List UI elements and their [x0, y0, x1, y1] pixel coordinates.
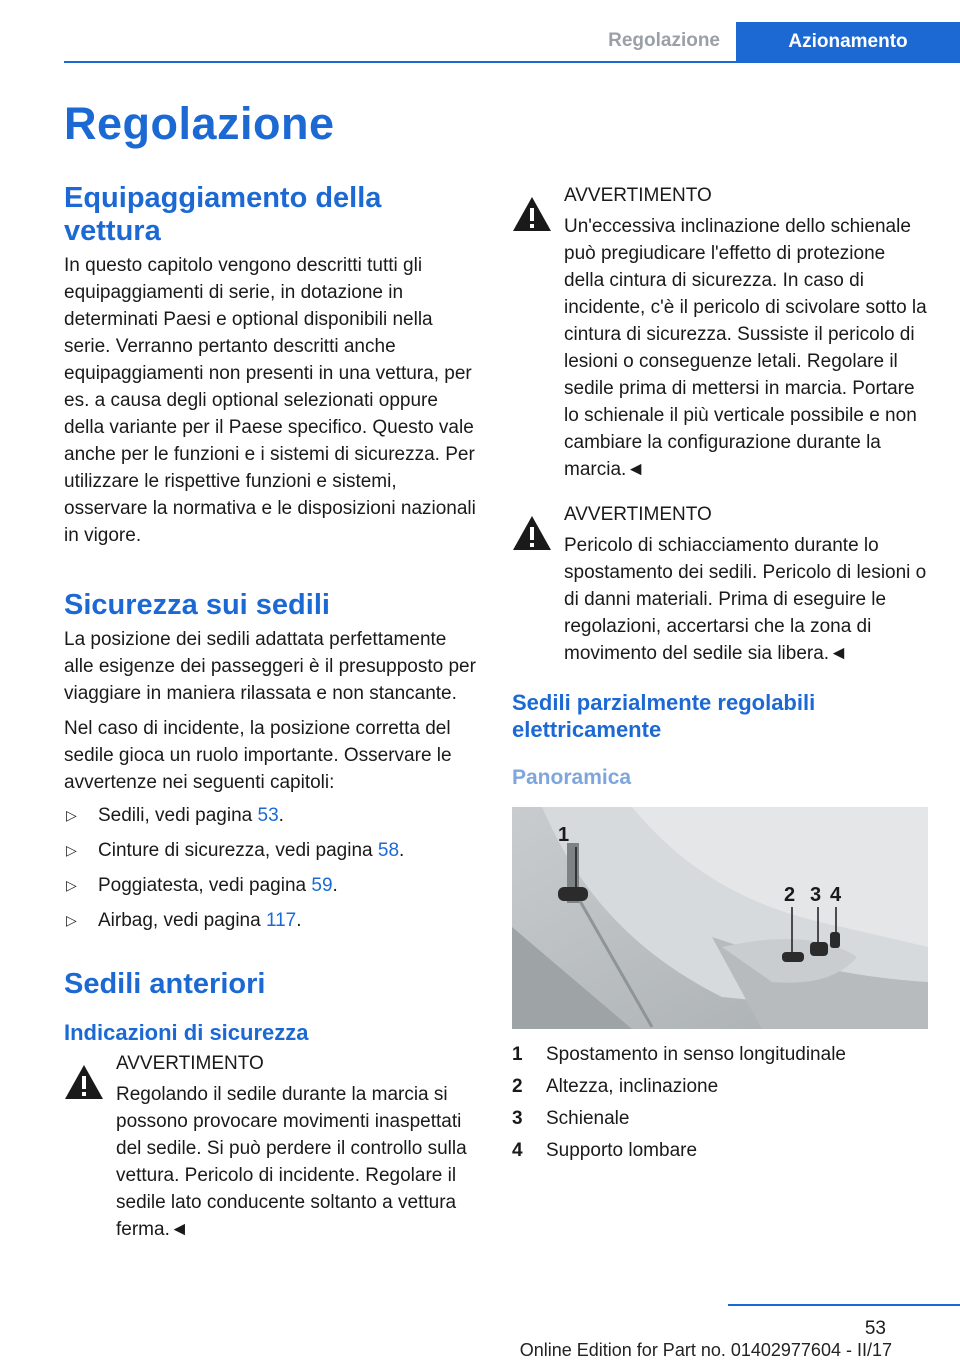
chapter-reference-list: [64, 802, 480, 934]
warning-triangle-icon: [64, 1064, 104, 1100]
seat-controls-photo: [512, 807, 928, 1029]
photo-legend: [512, 1039, 928, 1167]
front-seats-heading: Sedili anteriori: [64, 968, 266, 1000]
page-link[interactable]: 58: [377, 840, 400, 861]
photo-label: 3: [810, 884, 822, 906]
warning-block: [64, 1050, 480, 1243]
list-item: ▷ Airbag, vedi pagina 117.: [64, 907, 480, 934]
page-link[interactable]: 53: [257, 805, 279, 826]
list-item: ▷ Poggiatesta, vedi pagina 59.: [64, 872, 480, 899]
edition-note: Online Edition for Part no. 01402977604 - II/17: [519, 1340, 892, 1360]
warning-triangle-icon: [512, 196, 552, 232]
equipment-heading: Equipaggiamento della vettura: [64, 182, 382, 247]
list-item: 2 Altezza, inclinazione: [512, 1076, 719, 1097]
header-rule: [64, 61, 960, 63]
warning-text: Regolando il sedile durante la marcia si possono provocare movimenti inaspettati del sedile. Si può perdere il controllo sulla vettura. Pericolo di incidente. Regolare il sedile lato conducente soltanto a vettura ferma.◄: [116, 1084, 467, 1240]
warning-block: [512, 501, 928, 667]
page-link[interactable]: 59: [311, 875, 333, 896]
seat-safety-text-2: Nel caso di incidente, la posizione corretta del sedile gioca un ruolo importante. Osservare le avvertenze nei seguenti capitoli:: [64, 718, 452, 793]
seat-safety-heading: Sicurezza sui sedili: [64, 589, 330, 621]
warning-text: Pericolo di schiacciamento durante lo spostamento dei sedili. Pericolo di lesioni o di danni materiali. Prima di eseguire le regolazioni, accertarsi che la zona di movimento del sedile sia libera.◄: [564, 535, 927, 664]
chapter-tab[interactable]: Azionamento: [736, 22, 960, 62]
warning-title: AVVERTIMENTO: [564, 504, 712, 525]
list-item: 4 Supporto lombare: [512, 1140, 698, 1161]
section-tab[interactable]: Regolazione: [608, 30, 720, 51]
list-item: ▷ Cinture di sicurezza, vedi pagina 58.: [64, 837, 480, 864]
warning-title: AVVERTIMENTO: [116, 1053, 264, 1074]
warning-text: Un'eccessiva inclinazione dello schienale può pregiudicare l'effetto di protezione della cintura di sicurezza. In caso di incidente, c'è il pericolo di scivolare sotto la cintura di sicurezza. Sussiste il pericolo di lesioni o conseguenze letali. Regolare il sedile prima di mettersi in marcia. Portare lo schienale il più verticale possibile e non cambiare la configurazione durante la marcia.◄: [564, 216, 927, 480]
list-item: 1 Spostamento in senso longitudinale: [512, 1044, 846, 1065]
left-column: [64, 182, 480, 1243]
bullet-arrow-icon: ▷: [66, 807, 77, 823]
list-item: ▷ Sedili, vedi pagina 53.: [64, 802, 480, 829]
right-column: [512, 182, 928, 1167]
warning-block: [512, 182, 928, 483]
safety-notes-heading: Indicazioni di sicurezza: [64, 1020, 309, 1045]
overview-heading: Panoramica: [512, 766, 632, 789]
bullet-arrow-icon: ▷: [66, 877, 77, 893]
page-link[interactable]: 117: [265, 910, 297, 931]
list-item: 3 Schienale: [512, 1108, 630, 1129]
page-number: 53: [864, 1318, 886, 1339]
seat-safety-text-1: La posizione dei sedili adattata perfettamente alle esigenze dei passeggeri è il presupposto per viaggiare in maniera rilassata e non stancante.: [64, 629, 476, 704]
page-title: Regolazione: [64, 98, 335, 149]
photo-label: 2: [784, 884, 796, 906]
partial-electric-seats-heading: Sedili parzialmente regolabili elettricamente: [512, 690, 816, 742]
page-header: [0, 0, 960, 62]
equipment-text: In questo capitolo vengono descritti tutti gli equipaggiamenti di serie, in dotazione in determinati Paesi e optional disponibili nella serie. Verranno pertanto descritti anche equipaggiamenti non presenti in una vettura, per es. a causa degli optional selezionati oppure della variante per il Paese specifico. Questo vale anche per le funzioni e i sistemi di sicurezza. Per utilizzare le rispettive funzioni e sistemi, osservare la normativa e le disposizioni nazionali in vigore.: [64, 255, 476, 546]
footer-rule: [728, 1304, 960, 1306]
bullet-arrow-icon: ▷: [66, 912, 77, 928]
warning-title: AVVERTIMENTO: [564, 185, 712, 206]
bullet-arrow-icon: ▷: [66, 842, 77, 858]
photo-label: 4: [830, 884, 842, 906]
warning-triangle-icon: [512, 515, 552, 551]
photo-label: 1: [558, 824, 570, 846]
